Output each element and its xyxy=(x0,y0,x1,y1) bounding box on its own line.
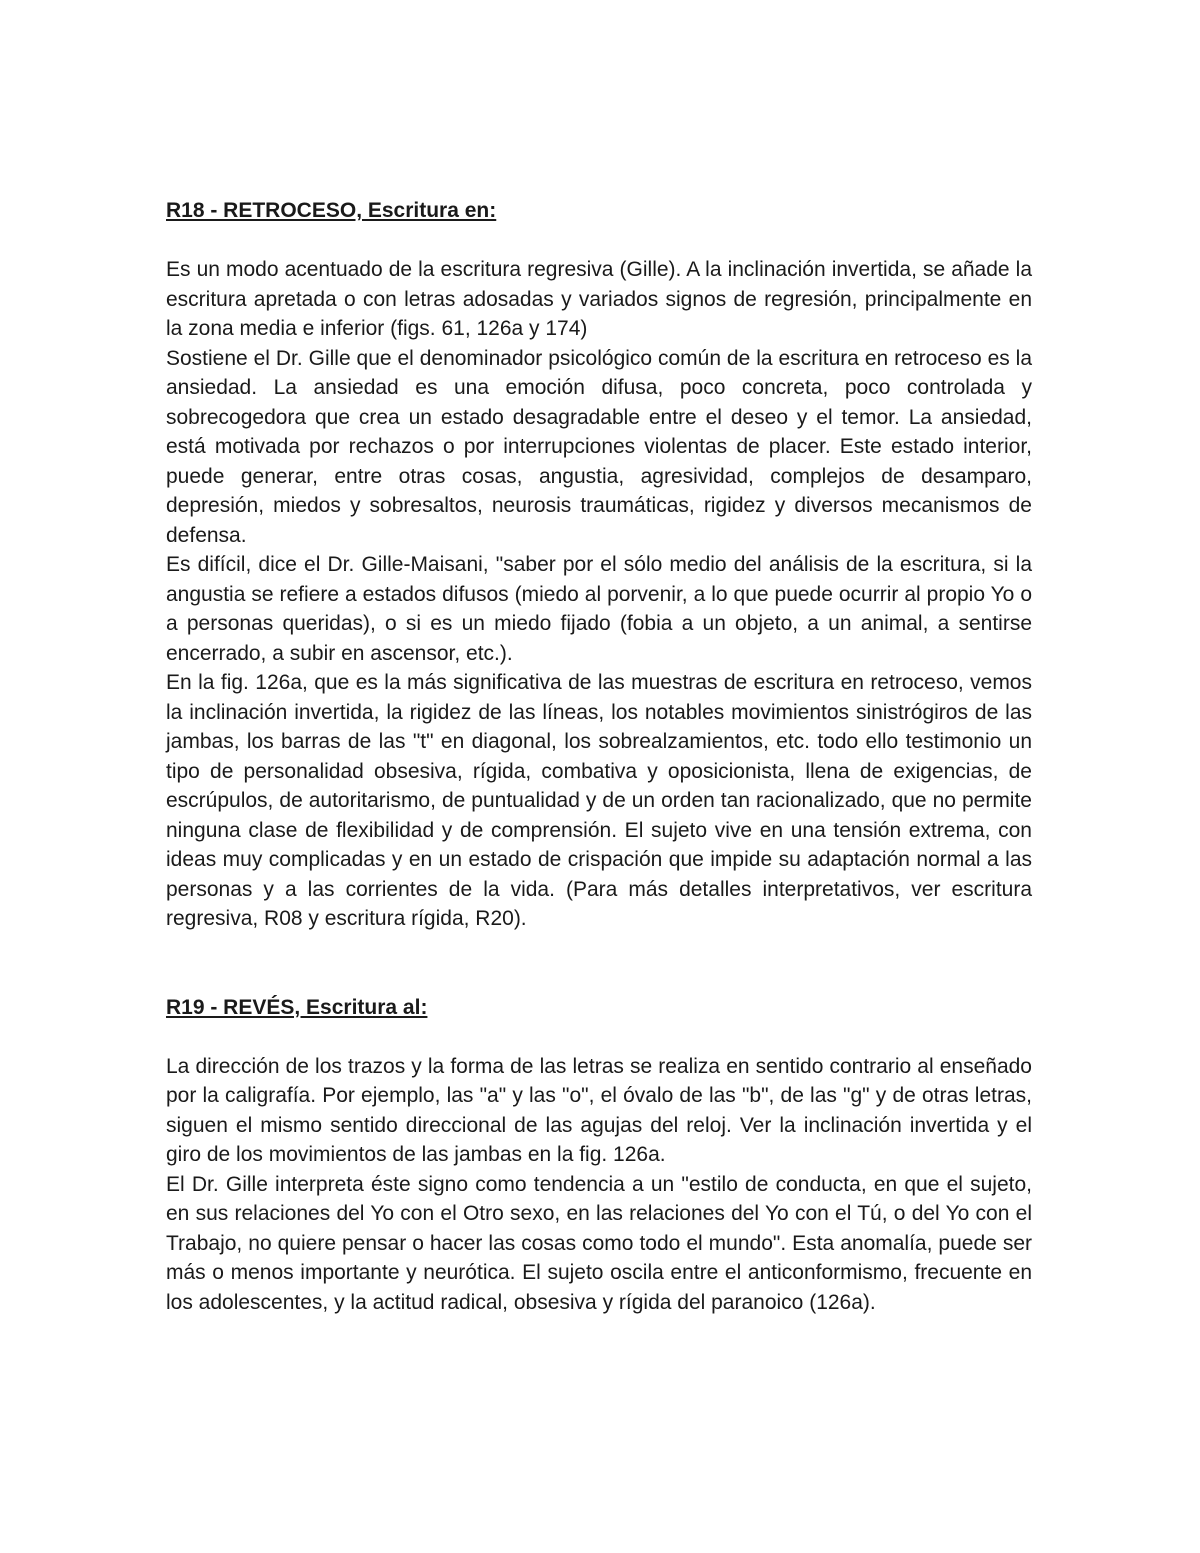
paragraph: La dirección de los trazos y la forma de las letras se realiza en sentido contrario al enseñado por la caligrafía. Por ejemplo, las "a" y las "o", el óvalo de las "b", de las "g" y de otras letras, siguen el mismo sentido direccional de las agujas del reloj. Ver la inclinación invertida y el giro de los movimientos de las jambas en la fig. 126a. xyxy=(166,1054,1032,1166)
spacer xyxy=(166,226,1032,256)
paragraph: Es un modo acentuado de la escritura regresiva (Gille). A la inclinación invertida, se añade la escritura apretada o con letras adosadas y variados signos de regresión, principalmente en la zona media e inferior (figs. 61, 126a y 174) xyxy=(166,258,1032,340)
paragraph: Sostiene el Dr. Gille que el denominador psicológico común de la escritura en retroceso es la ansiedad. La ansiedad es una emoción difusa, poco concreta, poco controlada y sobrecogedora que crea un estado desagradable entre el deseo y el temor. La ansiedad, está motivada por rechazos o por interrupciones violentas de placer. Este estado interior, puede generar, entre otras cosas, angustia, agresividad, complejos de desamparo, depresión, miedos y sobresaltos, neurosis traumáticas, rigidez y diversos mecanismos de defensa. xyxy=(166,346,1032,547)
document-page xyxy=(166,196,1032,1317)
section-heading-r18: R18 - RETROCESO, Escritura en: xyxy=(166,199,497,222)
paragraph: En la fig. 126a, que es la más significativa de las muestras de escritura en retroceso, vemos la inclinación invertida, la rigidez de las líneas, los notables movimientos sinistrógiros de las jambas, los barras de las "t" en diagonal, los sobrealzamientos, etc. todo ello testimonio un tipo de personalidad obsesiva, rígida, combativa y oposicionista, llena de exigencias, de escrúpulos, de autoritarismo, de puntualidad y de un orden tan racionalizado, que no permite ninguna clase de flexibilidad y de comprensión. El sujeto vive en una tensión extrema, con ideas muy complicadas y en un estado de crispación que impide su adaptación normal a las personas y a las corrientes de la vida. (Para más detalles interpretativos, ver escritura regresiva, R08 y escritura rígida, R20). xyxy=(166,671,1032,930)
paragraph: Es difícil, dice el Dr. Gille-Maisani, "saber por el sólo medio del análisis de la escritura, si la angustia se refiere a estados difusos (miedo al porvenir, a lo que puede ocurrir al propio Yo o a personas queridas), o si es un miedo fijado (fobia a un objeto, a un animal, a sentirse encerrado, a subir en ascensor, etc.). xyxy=(166,553,1032,665)
section-heading-r19: R19 - REVÉS, Escritura al: xyxy=(166,995,428,1019)
spacer xyxy=(166,934,1032,993)
spacer xyxy=(166,1022,1032,1052)
paragraph: El Dr. Gille interpreta éste signo como tendencia a un "estilo de conducta, en que el sujeto, en sus relaciones del Yo con el Otro sexo, en las relaciones del Yo con el Tú, o del Yo con el Trabajo, no quiere pensar o hacer las cosas como todo el mundo". Esta anomalía, puede ser más o menos importante y neurótica. El sujeto oscila entre el anticonformismo, frecuente en los adolescentes, y la actitud radical, obsesiva y rígida del paranoico (126a). xyxy=(166,1172,1032,1314)
